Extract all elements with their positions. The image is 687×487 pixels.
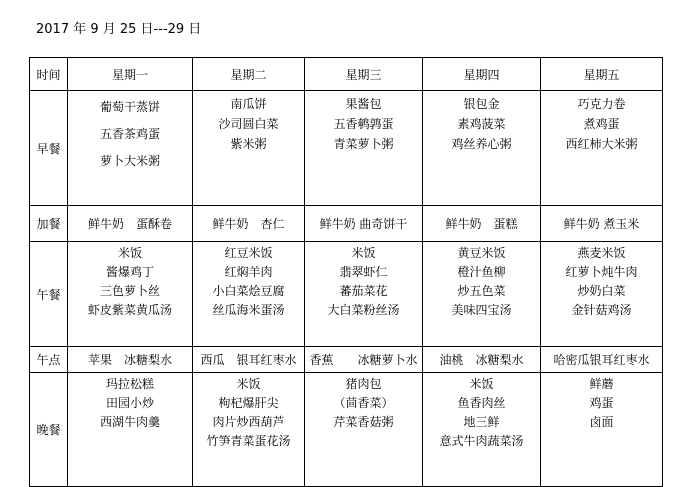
menu-item: 苹果 冰糖梨水 bbox=[87, 352, 172, 367]
menu-item: 银包金 bbox=[463, 97, 500, 111]
menu-item: 红焖羊肉 bbox=[224, 265, 273, 279]
menu-cell-breakfast-wed bbox=[305, 91, 423, 206]
menu-cell-afternoon-snack-tue bbox=[193, 347, 305, 373]
menu-cell-lunch-thu bbox=[423, 242, 541, 347]
menu-item: 三色萝卜丝 bbox=[99, 284, 160, 298]
menu-item: 巧克力卷 bbox=[577, 97, 626, 111]
menu-cell-lunch-fri bbox=[541, 242, 663, 347]
menu-item: 鸡蛋 bbox=[589, 396, 614, 410]
menu-item: 田园小炒 bbox=[105, 396, 154, 410]
menu-item: 米饭 bbox=[236, 377, 261, 391]
menu-cell-breakfast-fri bbox=[541, 91, 663, 206]
menu-item: 炒奶白菜 bbox=[577, 284, 626, 298]
menu-item: 葡萄干蒸饼 bbox=[99, 100, 160, 114]
menu-item: 五香茶鸡蛋 bbox=[99, 127, 160, 141]
meal-label-morning-snack: 加餐 bbox=[30, 206, 68, 242]
menu-cell-morning-snack-thu bbox=[423, 206, 541, 242]
header-row bbox=[30, 58, 663, 91]
menu-item: 蕃茄菜花 bbox=[339, 284, 388, 298]
menu-item: 枸杞爆肝尖 bbox=[218, 396, 279, 410]
menu-item: 意式牛肉蔬菜汤 bbox=[439, 434, 524, 448]
menu-item: 西湖牛肉羹 bbox=[99, 415, 160, 429]
menu-cell-afternoon-snack-wed bbox=[305, 347, 423, 373]
menu-item: 鲜牛奶 曲奇饼干 bbox=[319, 216, 408, 231]
row-dinner bbox=[30, 373, 663, 487]
meal-label-dinner: 晚餐 bbox=[30, 373, 68, 487]
menu-item: 青菜萝卜粥 bbox=[333, 137, 394, 151]
menu-cell-dinner-wed bbox=[305, 373, 423, 487]
menu-item: 丝瓜海米蛋汤 bbox=[212, 303, 285, 317]
menu-cell-morning-snack-wed bbox=[305, 206, 423, 242]
header-monday: 星期一 bbox=[68, 58, 193, 91]
menu-cell-morning-snack-tue bbox=[193, 206, 305, 242]
menu-item: 素鸡菠菜 bbox=[457, 117, 506, 131]
menu-cell-dinner-fri bbox=[541, 373, 663, 487]
menu-cell-afternoon-snack-mon bbox=[68, 347, 193, 373]
menu-item: 橙汁鱼柳 bbox=[457, 265, 506, 279]
menu-item: 鲜蘑 bbox=[589, 377, 614, 391]
menu-item: 玛拉松糕 bbox=[105, 377, 154, 391]
menu-item: 鲜牛奶 蛋酥卷 bbox=[87, 216, 172, 231]
menu-item: 小白菜烩豆腐 bbox=[212, 284, 285, 298]
row-breakfast bbox=[30, 91, 663, 206]
menu-item: 五香鹌鹑蛋 bbox=[333, 117, 394, 131]
menu-item: 鲜牛奶 蛋糕 bbox=[445, 216, 518, 231]
menu-item: 翡翠虾仁 bbox=[339, 265, 388, 279]
menu-item: 地三鲜 bbox=[463, 415, 500, 429]
menu-item: 果酱包 bbox=[345, 97, 382, 111]
meal-label-breakfast: 早餐 bbox=[30, 91, 68, 206]
menu-item: 燕麦米饭 bbox=[577, 246, 626, 260]
menu-item: 香蕉 冰糖萝卜水 bbox=[309, 352, 418, 367]
menu-item: 西红柿大米粥 bbox=[565, 137, 638, 151]
menu-cell-afternoon-snack-thu bbox=[423, 347, 541, 373]
menu-cell-breakfast-tue bbox=[193, 91, 305, 206]
menu-item: （茴香菜） bbox=[333, 396, 394, 410]
menu-cell-morning-snack-mon bbox=[68, 206, 193, 242]
menu-item: 鲜牛奶 煮玉米 bbox=[563, 216, 640, 231]
header-time: 时间 bbox=[30, 58, 68, 91]
menu-item: 炒五色菜 bbox=[457, 284, 506, 298]
menu-cell-breakfast-thu bbox=[423, 91, 541, 206]
menu-item: 米饭 bbox=[351, 246, 376, 260]
menu-cell-breakfast-mon bbox=[68, 91, 193, 206]
menu-item: 卤面 bbox=[589, 415, 614, 429]
menu-item: 南瓜饼 bbox=[230, 97, 267, 111]
menu-cell-lunch-wed bbox=[305, 242, 423, 347]
header-tuesday: 星期二 bbox=[193, 58, 305, 91]
header-friday: 星期五 bbox=[541, 58, 663, 91]
menu-item: 沙司圆白菜 bbox=[218, 117, 279, 131]
menu-item: 哈密瓜银耳红枣水 bbox=[553, 352, 650, 367]
menu-cell-dinner-thu bbox=[423, 373, 541, 487]
menu-item: 油桃 冰糖梨水 bbox=[439, 352, 524, 367]
menu-cell-morning-snack-fri bbox=[541, 206, 663, 242]
row-afternoon-snack bbox=[30, 347, 663, 373]
menu-item: 大白菜粉丝汤 bbox=[327, 303, 400, 317]
menu-item: 黄豆米饭 bbox=[457, 246, 506, 260]
menu-item: 紫米粥 bbox=[230, 137, 267, 151]
meal-label-afternoon-snack: 午点 bbox=[30, 347, 68, 373]
menu-cell-lunch-mon bbox=[68, 242, 193, 347]
header-wednesday: 星期三 bbox=[305, 58, 423, 91]
menu-cell-dinner-tue bbox=[193, 373, 305, 487]
weekly-menu-table bbox=[29, 57, 663, 487]
menu-item: 红豆米饭 bbox=[224, 246, 273, 260]
menu-item: 鱼香肉丝 bbox=[457, 396, 506, 410]
menu-item: 萝卜大米粥 bbox=[99, 154, 160, 168]
menu-item: 虾皮紫菜黄瓜汤 bbox=[87, 303, 172, 317]
menu-item: 芹菜香菇粥 bbox=[333, 415, 394, 429]
menu-item: 米饭 bbox=[469, 377, 494, 391]
row-morning-snack bbox=[30, 206, 663, 242]
menu-item: 西瓜 银耳红枣水 bbox=[200, 352, 297, 367]
menu-cell-lunch-tue bbox=[193, 242, 305, 347]
header-thursday: 星期四 bbox=[423, 58, 541, 91]
menu-item: 煮鸡蛋 bbox=[583, 117, 620, 131]
row-lunch bbox=[30, 242, 663, 347]
menu-cell-afternoon-snack-fri bbox=[541, 347, 663, 373]
menu-item: 鲜牛奶 杏仁 bbox=[212, 216, 285, 231]
page-title: 2017 年 9 月 25 日---29 日 bbox=[36, 22, 202, 37]
meal-label-lunch: 午餐 bbox=[30, 242, 68, 347]
menu-item: 米饭 bbox=[117, 246, 142, 260]
menu-item: 美味四宝汤 bbox=[451, 303, 512, 317]
menu-item: 酱爆鸡丁 bbox=[105, 265, 154, 279]
menu-cell-dinner-mon bbox=[68, 373, 193, 487]
menu-item: 猪肉包 bbox=[345, 377, 382, 391]
menu-item: 肉片炒西葫芦 bbox=[212, 415, 285, 429]
menu-item: 竹笋青菜蛋花汤 bbox=[206, 434, 291, 448]
menu-item: 红萝卜炖牛肉 bbox=[565, 265, 638, 279]
menu-item: 鸡丝养心粥 bbox=[451, 137, 512, 151]
menu-item: 金针菇鸡汤 bbox=[571, 303, 632, 317]
